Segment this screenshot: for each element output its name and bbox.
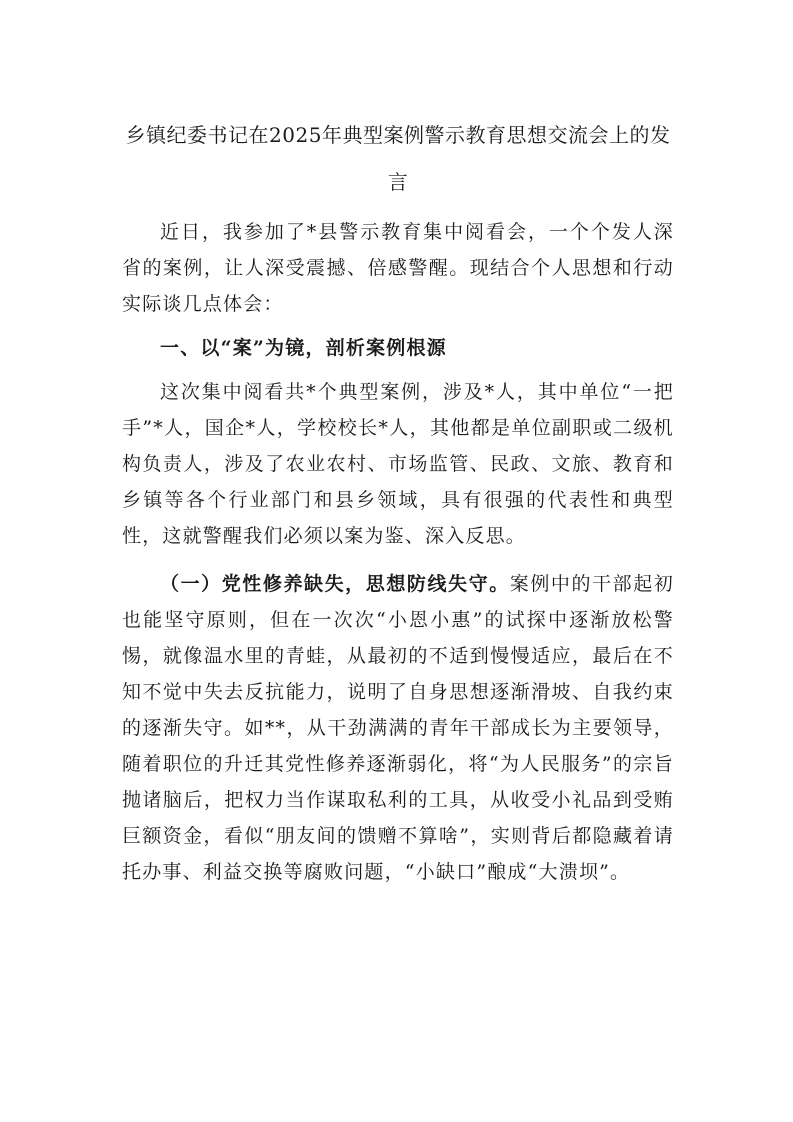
title-spacer bbox=[122, 206, 674, 214]
document-body bbox=[122, 112, 674, 890]
subsection-1-body: 案例中的干部起初也能坚守原则，但在一次次“小恩小惠”的试探中逐渐放松警惕，就像温水里的青蛙，从最初的不适到慢慢适应，最后在不知不觉中失去反抗能力，说明了自身思想逐渐滑坡、自我约束的逐渐失守。如**，从干劲满满的青年干部成长为主要领导，随着职位的升迁其党性修养逐渐弱化，将“为人民服务”的宗旨抛诸脑后，把权力当作谋取私利的工具，从收受小礼品到受贿巨额资金，看似“朋友间的馈赠不算啥”，实则背后都隐藏着请托办事、利益交换等腐败问题，“小缺口”酿成“大溃坝”。 bbox=[122, 573, 674, 883]
subsection-1-lead: （一）党性修养缺失，思想防线失守。 bbox=[160, 573, 510, 595]
section-1-paragraph: 这次集中阅看共*个典型案例，涉及*人，其中单位“一把手”*人，国企*人，学校校长*人，其他都是单位副职或二级机构负责人，涉及了农业农村、市场监管、民政、文旅、教育和乡镇等各个行业部门和县乡领域，具有很强的代表性和典型性，这就警醒我们必须以案为鉴、深入反思。 bbox=[122, 381, 674, 547]
heading-spacer bbox=[122, 366, 674, 374]
subsection-1-paragraph bbox=[122, 566, 674, 890]
intro-spacer bbox=[122, 322, 674, 330]
intro-paragraph: 近日，我参加了*县警示教育集中阅看会，一个个发人深省的案例，让人深受震撼、倍感警醒。现结合个人思想和行动实际谈几点体会： bbox=[122, 221, 674, 315]
document-title: 乡镇纪委书记在2025年典型案例警示教育思想交流会上的发言 bbox=[125, 123, 671, 194]
section-spacer bbox=[122, 554, 674, 566]
section-heading-1: 一、以“案”为镜，剖析案例根源 bbox=[160, 337, 447, 359]
